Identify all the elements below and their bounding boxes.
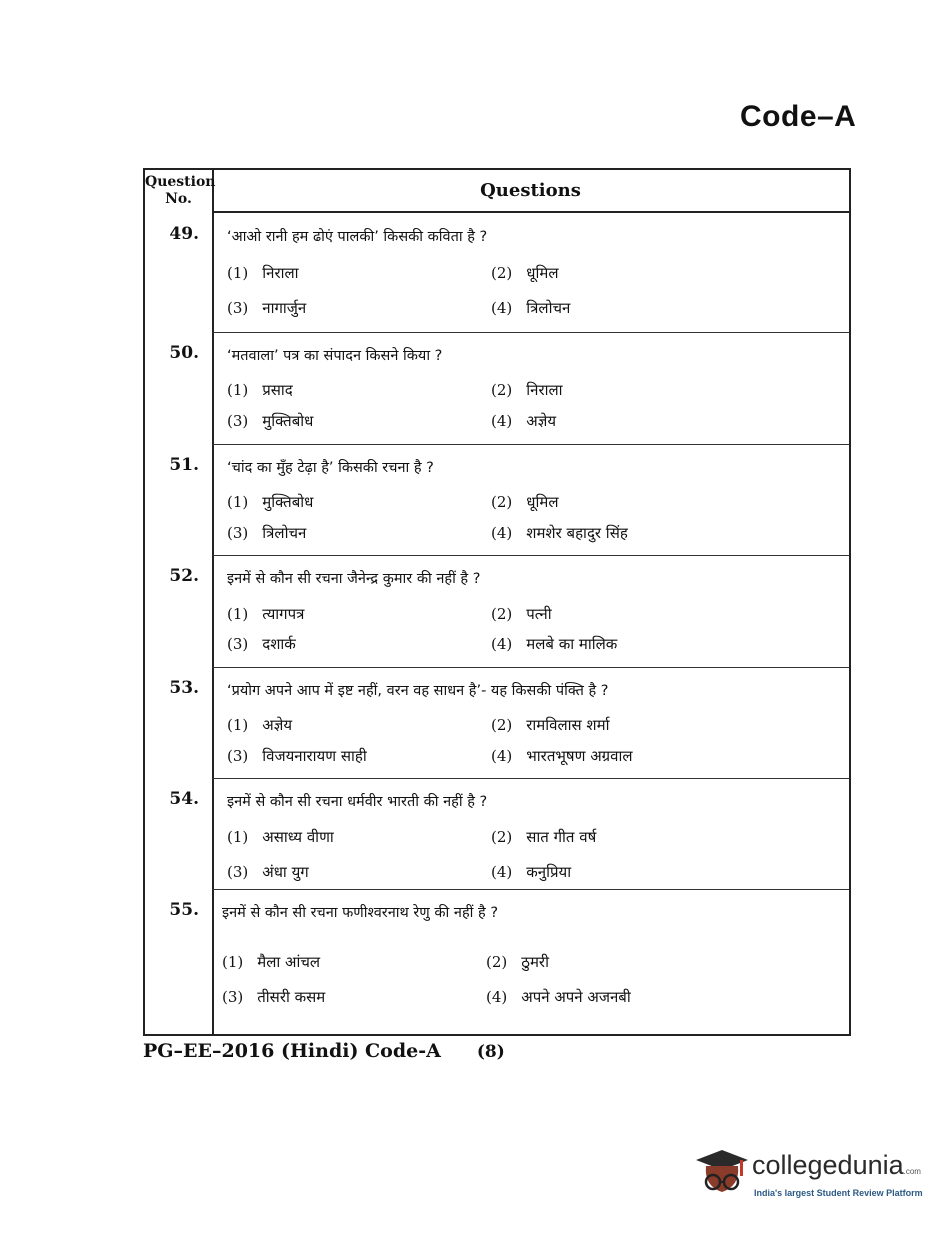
option-number: (3) — [227, 635, 249, 653]
option-text: कनुप्रिया — [526, 863, 572, 881]
question-text: इनमें से कौन सी रचना फणीश्वरनाथ रेणु की नहीं है ? — [222, 905, 499, 921]
row-divider — [212, 555, 849, 556]
answer-option — [227, 862, 309, 882]
option-number: (3) — [227, 299, 249, 317]
option-number: (2) — [491, 605, 513, 623]
question-number: 53. — [169, 678, 199, 698]
question-text: ‘प्रयोग अपने आप में इष्ट नहीं, वरन वह साधन है’- यह किसकी पंक्ति है ? — [227, 683, 609, 699]
option-number: (1) — [227, 716, 249, 734]
question-text: ‘आओ रानी हम ढोएं पालकी’ किसकी कविता है ? — [227, 229, 488, 245]
row-divider — [212, 778, 849, 779]
answer-option — [491, 634, 617, 654]
option-number: (1) — [227, 264, 249, 282]
option-text: त्रिलोचन — [262, 524, 307, 542]
option-number: (1) — [227, 605, 249, 623]
answer-option — [227, 827, 334, 847]
question-text: ‘मतवाला’ पत्र का संपादन किसने किया ? — [227, 348, 443, 364]
page-footer — [143, 1040, 505, 1062]
question-number: 52. — [169, 566, 199, 586]
option-text: असाध्य वीणा — [262, 828, 334, 846]
answer-option — [491, 604, 552, 624]
option-text: नागार्जुन — [262, 299, 307, 317]
option-number: (3) — [227, 863, 249, 881]
answer-option — [227, 263, 299, 283]
row-divider — [212, 667, 849, 668]
option-number: (3) — [222, 988, 244, 1006]
footer-label: PG–EE–2016 (Hindi) Code-A — [143, 1040, 441, 1062]
question-no-header: Question No. — [145, 174, 216, 207]
question-number: 54. — [169, 789, 199, 809]
option-number: (4) — [491, 863, 513, 881]
question-number: 51. — [169, 455, 199, 475]
option-text: भारतभूषण अग्रवाल — [526, 747, 633, 765]
option-number: (2) — [491, 381, 513, 399]
answer-option — [491, 715, 609, 735]
option-text: रामविलास शर्मा — [526, 716, 610, 734]
option-text: अज्ञेय — [262, 716, 293, 734]
answer-option — [491, 492, 559, 512]
option-text: मुक्तिबोध — [262, 412, 314, 430]
option-text: मुक्तिबोध — [262, 493, 314, 511]
answer-option — [486, 987, 631, 1007]
option-number: (4) — [491, 747, 513, 765]
question-table — [143, 168, 851, 1036]
answer-option — [491, 862, 571, 882]
option-text: दशार्क — [262, 635, 296, 653]
row-divider — [212, 332, 849, 333]
answer-option — [227, 411, 313, 431]
question-number: 55. — [169, 900, 199, 920]
option-number: (2) — [486, 953, 508, 971]
option-text: अज्ञेय — [526, 412, 557, 430]
option-number: (1) — [227, 493, 249, 511]
answer-option — [222, 952, 320, 972]
option-text: सात गीत वर्ष — [526, 828, 597, 846]
option-text: निराला — [262, 264, 299, 282]
option-text: मैला आंचल — [257, 953, 321, 971]
answer-option — [491, 523, 628, 543]
header-divider — [212, 211, 849, 213]
column-divider — [212, 170, 214, 1034]
option-number: (4) — [491, 412, 513, 430]
option-number: (3) — [227, 412, 249, 430]
option-number: (3) — [227, 524, 249, 542]
question-text: ‘चांद का मुँह टेढ़ा है’ किसकी रचना है ? — [227, 460, 434, 476]
option-text: तीसरी कसम — [257, 988, 326, 1006]
option-number: (2) — [491, 716, 513, 734]
option-number: (2) — [491, 493, 513, 511]
option-text: शमशेर बहादुर सिंह — [526, 524, 628, 542]
answer-option — [486, 952, 549, 972]
logo-wordmark: collegedunia.com — [752, 1150, 921, 1180]
questions-header: Questions — [480, 180, 581, 201]
option-number: (4) — [491, 524, 513, 542]
option-text: विजयनारायण साही — [262, 747, 367, 765]
code-header: Code–A — [740, 100, 857, 133]
answer-option — [227, 492, 313, 512]
option-text: अंधा युग — [262, 863, 309, 881]
question-text: इनमें से कौन सी रचना धर्मवीर भारती की नहीं है ? — [227, 794, 488, 810]
option-text: पत्नी — [526, 605, 552, 623]
answer-option — [227, 634, 296, 654]
option-number: (1) — [227, 828, 249, 846]
option-text: त्रिलोचन — [526, 299, 571, 317]
option-text: धूमिल — [526, 264, 559, 282]
answer-option — [227, 523, 306, 543]
answer-option — [222, 987, 325, 1007]
answer-option — [227, 746, 367, 766]
option-text: अपने अपने अजनबी — [521, 988, 631, 1006]
logo-tagline: India's largest Student Review Platform — [754, 1188, 923, 1198]
question-number: 49. — [169, 224, 199, 244]
option-number: (1) — [222, 953, 244, 971]
mascot-icon — [694, 1146, 750, 1206]
collegedunia-logo — [694, 1140, 924, 1210]
answer-option — [227, 715, 292, 735]
question-text: इनमें से कौन सी रचना जैनेन्द्र कुमार की नहीं है ? — [227, 571, 481, 587]
answer-option — [227, 380, 293, 400]
answer-option — [491, 827, 596, 847]
row-divider — [212, 444, 849, 445]
question-number: 50. — [169, 343, 199, 363]
option-text: निराला — [526, 381, 563, 399]
option-number: (4) — [486, 988, 508, 1006]
option-text: ठुमरी — [521, 953, 549, 971]
answer-option — [227, 604, 304, 624]
option-number: (2) — [491, 264, 513, 282]
answer-option — [491, 411, 556, 431]
option-number: (2) — [491, 828, 513, 846]
answer-option — [491, 746, 633, 766]
option-number: (3) — [227, 747, 249, 765]
option-text: त्यागपत्र — [262, 605, 305, 623]
option-number: (4) — [491, 635, 513, 653]
answer-option — [491, 263, 559, 283]
page-number: (8) — [476, 1042, 505, 1062]
option-text: प्रसाद — [262, 381, 293, 399]
option-text: मलबे का मालिक — [526, 635, 618, 653]
answer-option — [491, 298, 570, 318]
answer-option — [491, 380, 563, 400]
option-text: धूमिल — [526, 493, 559, 511]
row-divider — [212, 889, 849, 890]
option-number: (4) — [491, 299, 513, 317]
option-number: (1) — [227, 381, 249, 399]
answer-option — [227, 298, 306, 318]
